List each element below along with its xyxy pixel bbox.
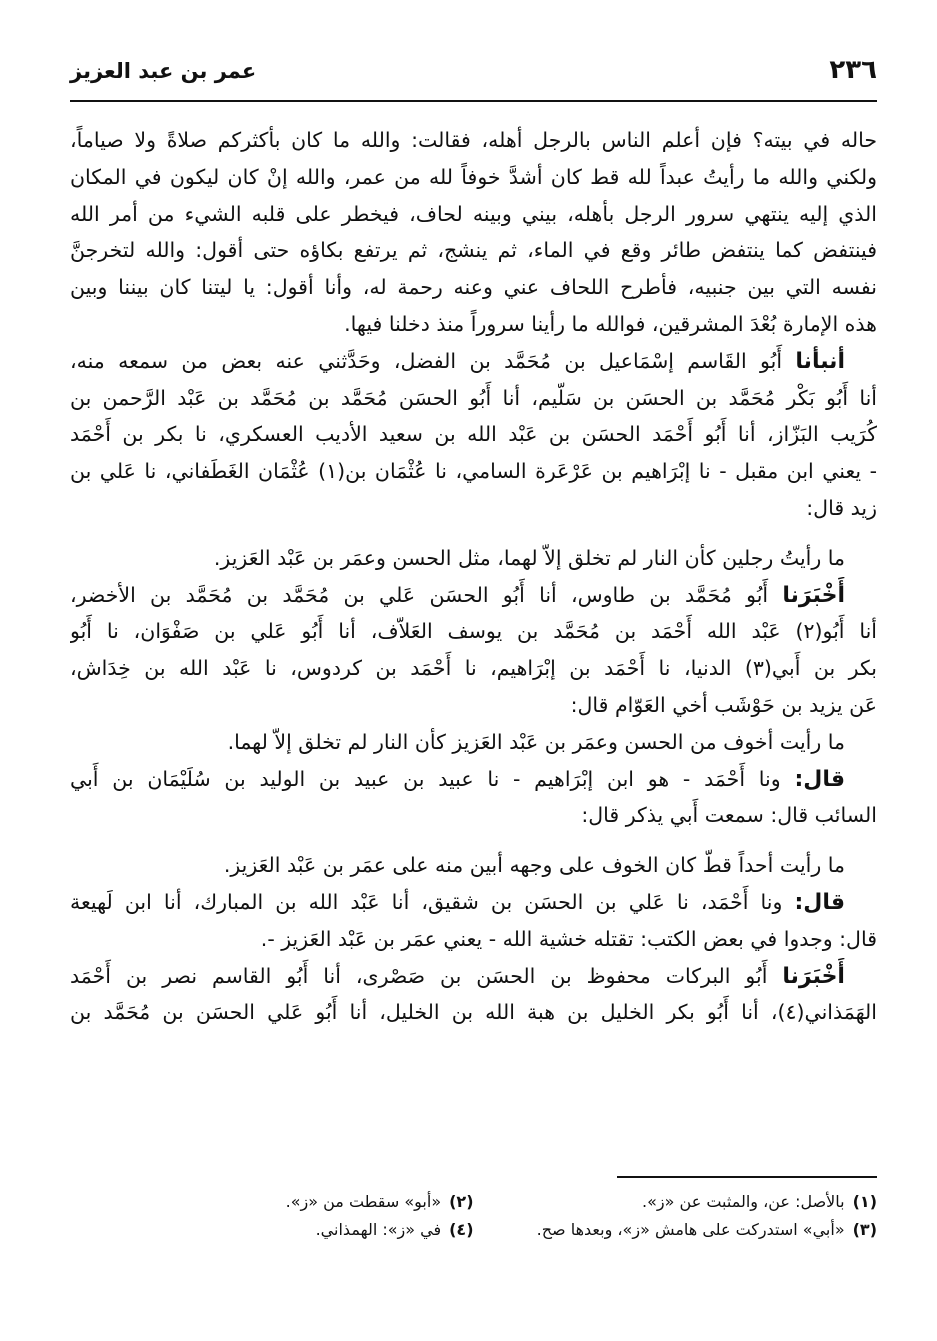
footnote-4 [70,1216,474,1244]
text-line [70,232,877,269]
line-text: أَبُو القَاسم إسْمَاعيل بن مُحَمَّد بن الفضل، وحَدَّثني عنه بعض من سمعه منه، [70,348,783,373]
line-text: أنا أَبُو(٢) عَبْد الله أَحْمَد بن مُحَمَّد بن يوسف العَلاّف، أنا أَبُو عَلي بن صَفْوَان، نا أَبُو [70,619,877,644]
text-line [70,159,877,196]
line-text: السائب قال: سمعت أَبي يذكر قال: [581,803,877,828]
text-line [70,343,877,380]
footnote-row [70,1216,877,1244]
page-number: ٢٣٦ [829,55,877,85]
footnotes [70,1188,877,1244]
footnote-1 [474,1188,878,1216]
line-text: كُرَيب البَزّاز، أنا أَبُو أَحْمَد الحسَن بن عَبْد الله بن سعيد الأديب العسكري، نا بكر بن أَحْمَد [70,422,877,447]
line-text: أَبُو مُحَمَّد بن طاوس، أنا أَبُو الحسَن عَلي بن مُحَمَّد بن مُحَمَّد بن الأخضر، [70,582,769,607]
footnote-divider [617,1176,877,1178]
paragraph-gap [70,834,877,847]
footnote-number: (٣) [852,1220,877,1239]
text-line [70,416,877,453]
footnote-3 [474,1216,878,1244]
text-line [70,540,877,577]
text-line [70,921,877,958]
line-text: هذه الإمارة بُعْدَ المشرقين، فوالله ما رأينا سروراً منذ دخلنا فيها. [344,311,877,336]
footnote-text: في «ز»: الهمذاني. [315,1220,442,1239]
text-line [70,994,877,1031]
line-text: زيد قال: [806,495,877,520]
text-line [70,847,877,884]
text-line [70,453,877,490]
text-line [70,797,877,834]
text-line [70,577,877,614]
line-text: نفسه التي بين جنبيه، فأطرح اللحاف عني وعنه رحمة له، وأنا أقول: يا ليتنا كان بيننا وبين [70,275,877,300]
line-text: ما رأيت أخوف من الحسن وعمَر بن عَبْد العَزيز كأن النار لم تخلق إلاّ لهما. [227,729,845,754]
line-text: ونا أَحْمَد، نا عَلي بن الحسَن بن شقيق، أنا عَبْد الله بن المبارك، أنا ابن لَهيعة [70,889,783,914]
footnote-number: (١) [852,1192,877,1211]
transmission-keyword: أنبأنا [795,348,845,374]
line-text: عَن يزيد بن حَوْشَب أخي العَوّام قال: [570,692,877,717]
running-title: عمر بن عبد العزيز [70,59,257,83]
line-text: أنا أَبُو بَكْر مُحَمَّد بن الحسَن بن سَلّيم، أنا أَبُو الحسَن مُحَمَّد بن مُحَمَّد بن عَبْد الرَّحمن بن [70,385,877,410]
footnote-text: «أبو» سقطت من «ز». [285,1192,442,1211]
line-text: ما رأيت أحداً قطّ كان الخوف على وجهه أبين منه على عمَر بن عَبْد العَزيز. [223,853,845,878]
text-line [70,306,877,343]
line-text: حاله في بيته؟ فإن أعلم الناس بالرجل أهله، فقالت: والله ما كان بأكثركم صلاةً ولا صياماً، [70,128,877,152]
line-text: بكر بن أَبي(٣) الدنيا، نا أَحْمَد بن إبْرَاهيم، نا أَحْمَد بن كردوس، نا عَبْد الله بن خِدَاش، [70,656,877,681]
page-header [70,55,877,95]
footnote-2 [70,1188,474,1216]
main-text [70,122,877,1031]
text-line [70,196,877,233]
line-text: ونا أَحْمَد - هو ابن إبْرَاهيم - نا عبيد بن عبيد بن الوليد بن سُلَيْمَان بن أَبي [70,766,781,791]
transmission-keyword: أَخْبَرَنا [782,582,845,608]
line-text: الهَمَذاني(٤)، أنا أَبُو بكر الخليل بن هبة الله بن الخليل، أنا أَبُو عَلي الحسَن بن مُحَمَّد بن [70,1000,877,1025]
footnote-number: (٤) [449,1220,474,1239]
transmission-keyword: أَخْبَرَنا [782,963,845,989]
text-line [70,269,877,306]
line-text: أَبُو البركات محفوظ بن الحسَن بن صَصْرى، أنا أَبُو القاسم نصر بن أَحْمَد [70,963,768,988]
header-divider [70,100,877,102]
footnote-number: (٢) [449,1192,474,1211]
line-text: ولكني والله ما رأيتُ عبداً لله قط كان أشدَّ خوفاً لله من عمر، والله إنْ كان ليكون في المكان [70,164,877,189]
footnote-text: «أبي» استدركت على هامش «ز»، وبعدها صح. [536,1220,845,1239]
text-line [70,884,877,921]
text-line [70,687,877,724]
text-line [70,613,877,650]
text-line [70,724,877,761]
footnote-text: بالأصل: عن، والمثبت عن «ز». [642,1192,845,1211]
footnote-row [70,1188,877,1216]
paragraph-gap [70,527,877,540]
line-text: - يعني ابن مقبل - نا إبْرَاهيم بن عَرْعَرة السامي، نا عُثْمَان بن(١) عُثْمَان الغَطَفاني، نا عَلي بن [70,459,877,484]
line-text: فينتفض كما ينتفض طائر وقع في الماء، ثم ينشج، ثم يرتفع بكاؤه حتى أقول: والله لتخرجنَّ [70,238,877,263]
text-line [70,958,877,995]
text-line [70,650,877,687]
text-line [70,490,877,527]
line-text: الذي إليه ينتهي سرور الرجل بأهله، بيني وبينه لحاف، فيخطر على قلبه الشيء من أمر الله [70,201,877,226]
transmission-keyword: قال: [794,889,845,915]
transmission-keyword: قال: [794,766,845,792]
text-line [70,380,877,417]
text-line [70,761,877,798]
line-text: ما رأيتُ رجلين كأن النار لم تخلق إلاّ لهما، مثل الحسن وعمَر بن عَبْد العَزيز. [213,545,845,570]
line-text: قال: وجدوا في بعض الكتب: تقتله خشية الله - يعني عمَر بن عَبْد العَزيز -. [260,926,877,951]
text-line [70,122,877,159]
